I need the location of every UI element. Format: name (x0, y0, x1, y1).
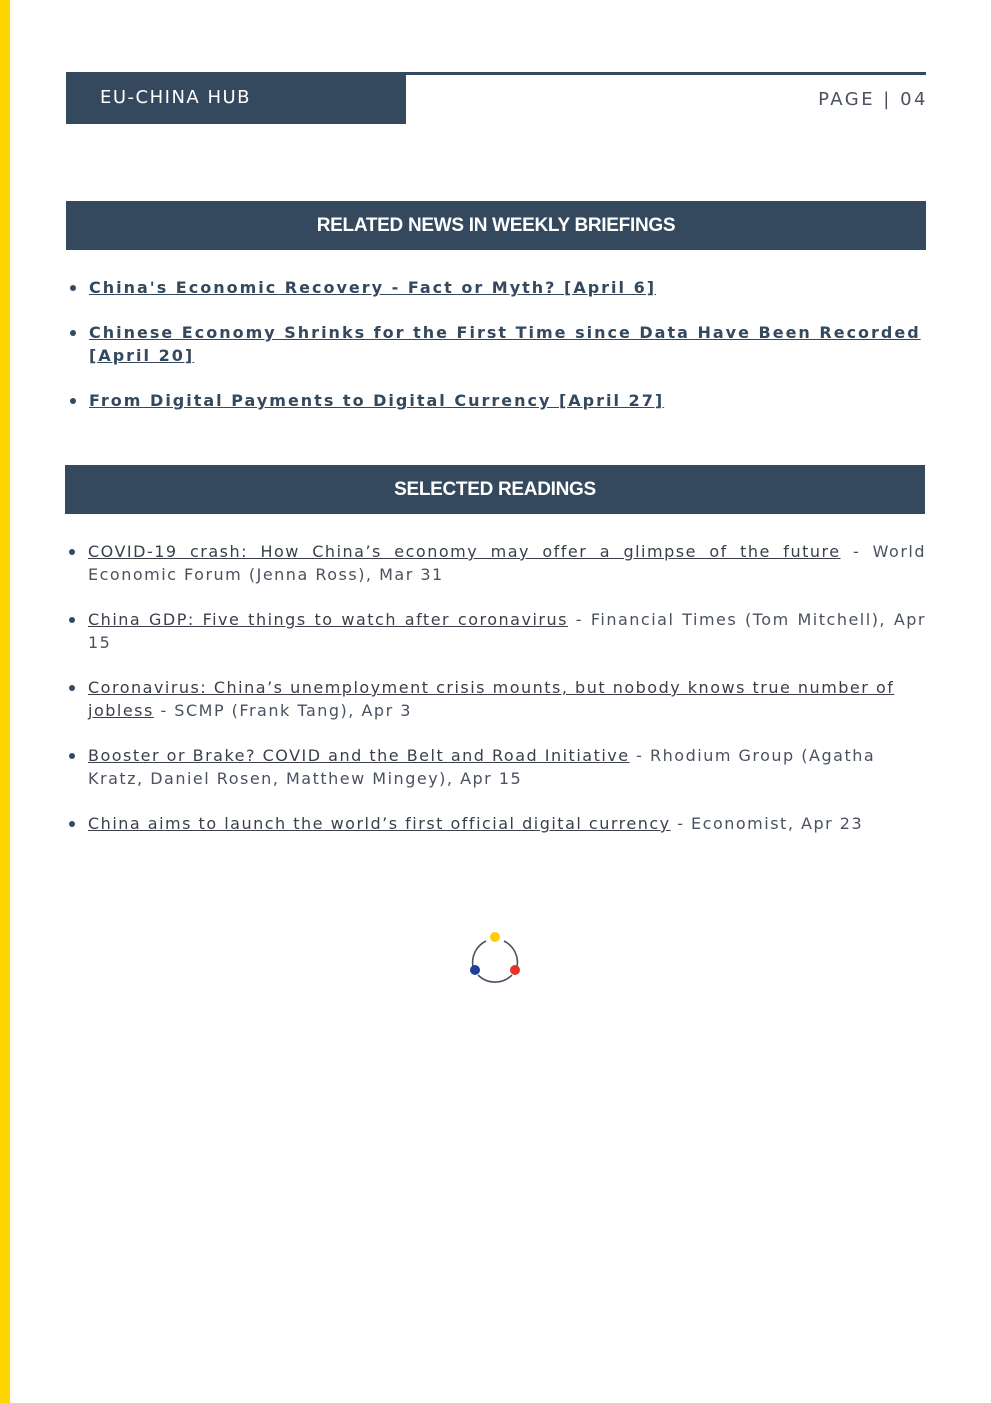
reading-source: - SCMP (Frank Tang), Apr 3 (153, 701, 412, 720)
list-item (66, 608, 926, 654)
related-news-list (67, 276, 927, 434)
list-item (67, 276, 927, 299)
page-number: PAGE | 04 (818, 89, 928, 110)
list-item (66, 540, 926, 586)
reading-link[interactable]: China GDP: Five things to watch after coronavirus (88, 610, 568, 629)
reading-source: - Financial Times (Tom Mitchell), Apr 15 (88, 610, 927, 652)
hub-label: EU-CHINA HUB (66, 72, 406, 124)
list-item (66, 812, 926, 835)
news-link[interactable]: Chinese Economy Shrinks for the First Time since Data Have Been Recorded [April 20] (89, 323, 921, 365)
reading-link[interactable]: Coronavirus: China’s unemployment crisis mounts, but nobody knows true number of jobless (88, 678, 895, 720)
reading-source: - World Economic Forum (Jenna Ross), Mar 31 (88, 542, 927, 584)
news-link[interactable]: China's Economic Recovery - Fact or Myth? [April 6] (89, 278, 657, 297)
selected-readings-list (66, 540, 926, 857)
list-item (66, 744, 926, 790)
logo-dot-yellow (490, 932, 500, 942)
logo-dot-blue (470, 965, 480, 975)
reading-source: - Rhodium Group (Agatha Kratz, Daniel Rosen, Matthew Mingey), Apr 15 (88, 746, 876, 788)
eu-china-hub-logo-icon (465, 929, 525, 989)
reading-source: - Economist, Apr 23 (670, 814, 864, 833)
news-link[interactable]: From Digital Payments to Digital Currency [April 27] (89, 391, 665, 410)
reading-link[interactable]: COVID-19 crash: How China’s economy may offer a glimpse of the future (88, 542, 841, 561)
side-accent-bar (0, 0, 10, 1403)
list-item (67, 389, 927, 412)
reading-link[interactable]: China aims to launch the world’s first official digital currency (88, 814, 671, 833)
list-item (66, 676, 926, 722)
logo-dot-red (510, 965, 520, 975)
reading-link[interactable]: Booster or Brake? COVID and the Belt and Road Initiative (88, 746, 630, 765)
related-news-heading: RELATED NEWS IN WEEKLY BRIEFINGS (66, 201, 926, 250)
list-item (67, 321, 927, 367)
selected-readings-heading: SELECTED READINGS (65, 465, 925, 514)
